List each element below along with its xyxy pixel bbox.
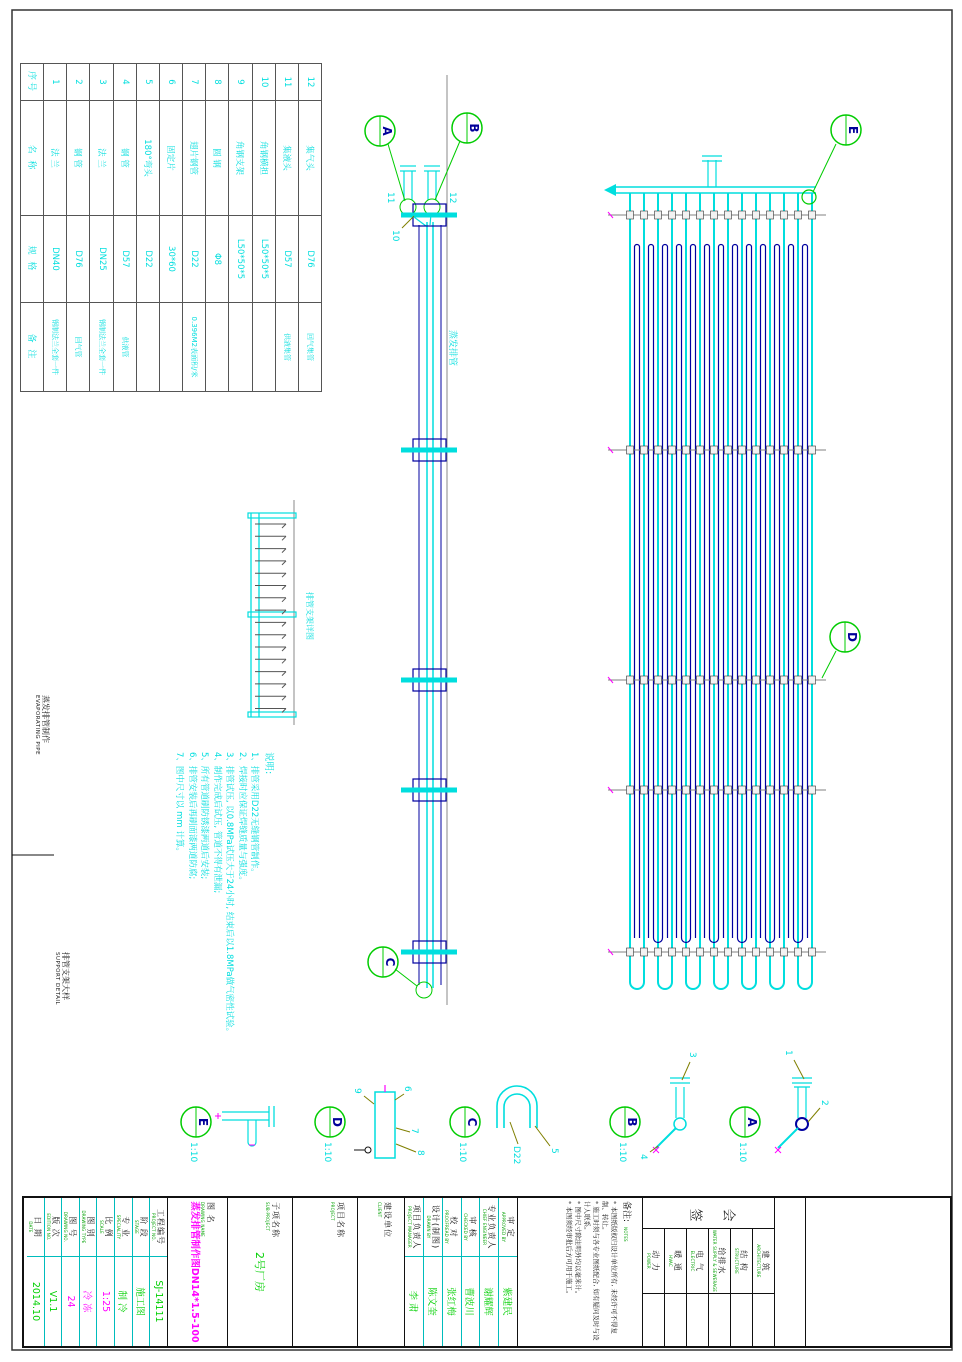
remark-line: * 施工时须与各专业图纸配合, 如有疑问及时与设计人联系。 xyxy=(583,1201,600,1341)
cosign-discipline: 电 气 xyxy=(695,1250,705,1272)
staff-row xyxy=(442,1198,461,1346)
drawing-name-label-en: DRAWING NAME xyxy=(200,1202,205,1237)
part-no: 4 xyxy=(114,64,136,101)
staff-role-en: APPROVED BY xyxy=(500,1211,506,1243)
remark-label: 备注: xyxy=(621,1201,631,1223)
notes-block xyxy=(173,752,274,1062)
detail-D xyxy=(315,1085,425,1162)
part-name: 钢 管 xyxy=(114,101,136,216)
pipe-support-bars xyxy=(401,204,457,963)
part-spec: Φ8 xyxy=(206,216,228,303)
detail-C-sketch xyxy=(497,1086,537,1128)
cosign-discipline-en: STRUCTURE xyxy=(734,1248,740,1274)
leader-7: 7 xyxy=(409,1128,419,1134)
leader-11: 11 xyxy=(385,192,395,204)
staff-name: 紫建民 xyxy=(501,1287,513,1316)
caption-en: EVAPORATING PIPE xyxy=(34,695,40,756)
staff-row xyxy=(423,1198,442,1346)
cosign-row xyxy=(643,1229,664,1346)
detail-D-sketch xyxy=(354,1085,395,1158)
part-no: 9 xyxy=(229,64,251,101)
callout-A-view xyxy=(365,116,405,204)
table-row xyxy=(252,64,275,391)
table-row xyxy=(113,64,136,391)
header-arrow xyxy=(604,184,616,196)
note-line: 3、排管试压, 以0.8MPa试压大于24小时, 结束后以1.8MPa做气密性试验。 xyxy=(224,752,235,1037)
col-header-remark: 备 注 xyxy=(25,333,36,361)
field-row xyxy=(114,1198,132,1346)
pipe-label: 蒸发排管 xyxy=(447,330,457,367)
field-row xyxy=(149,1198,167,1346)
detail-C xyxy=(450,1086,559,1164)
part-no: 6 xyxy=(160,64,182,101)
table-row xyxy=(159,64,182,391)
part-name: 固定片 xyxy=(160,101,182,216)
title-block xyxy=(22,1196,952,1348)
staff-role-en: PROOFREAD BY xyxy=(444,1210,450,1244)
field-row xyxy=(97,1198,115,1346)
part-name: 180°弯头 xyxy=(137,101,159,216)
part-no: 11 xyxy=(276,64,298,101)
field-row xyxy=(79,1198,97,1346)
part-name: 法 兰 xyxy=(44,101,66,216)
cosign-signature-cell xyxy=(709,1294,730,1346)
col-header-spec: 规 格 xyxy=(21,216,43,303)
part-remark xyxy=(137,303,159,391)
table-row xyxy=(298,64,321,391)
field-label: 阶 段 xyxy=(138,1216,148,1238)
title-block-empty-cell xyxy=(805,1198,950,1346)
field-value: V1.1 xyxy=(47,1290,59,1313)
note-line: 6、排管安装后再刷面漆两道防腐; xyxy=(187,752,197,880)
staff-row xyxy=(479,1198,498,1346)
part-remark: 钢制法兰全套一件 xyxy=(97,319,106,375)
field-value: 冷 冻 xyxy=(81,1290,93,1313)
leader-2: 2 xyxy=(819,1100,829,1106)
project-label-en: PROJECT xyxy=(330,1202,335,1221)
part-remark: 0.396M2表面积/米 xyxy=(190,316,199,378)
remark-line: * 本图须经审批后方可用于施工。 xyxy=(565,1201,573,1298)
staff-role-en: CHIEF ENGINEER xyxy=(482,1208,488,1246)
staff-row xyxy=(461,1198,480,1346)
field-label-en: SPECIALITY xyxy=(116,1214,122,1240)
note-line: 4、制作完成后试压, 管道不得有泄漏; xyxy=(212,752,222,894)
field-row xyxy=(132,1198,150,1346)
detail-B-scale: 1:10 xyxy=(617,1142,627,1163)
leader-1: 1 xyxy=(783,1050,793,1056)
part-remark: 回气集管 xyxy=(305,333,314,361)
part-name: 角钢横担 xyxy=(253,101,275,216)
cosign-row xyxy=(686,1229,708,1346)
part-remark: 供液管 xyxy=(120,336,129,358)
col-header-name: 名 称 xyxy=(21,101,43,216)
table-row xyxy=(136,64,159,391)
cosign-row xyxy=(752,1229,774,1346)
part-spec: 30*60 xyxy=(160,216,182,303)
staff-name: 张红梅 xyxy=(444,1287,456,1316)
staff-role-en: PROJECT MANAGER xyxy=(406,1206,412,1248)
client-label-en: CLIENT xyxy=(377,1202,382,1218)
staff-role: 审 定 xyxy=(505,1216,515,1238)
leader-10: 10 xyxy=(390,230,400,242)
client-label: 建设单位 xyxy=(383,1202,392,1238)
cosign-section xyxy=(642,1198,774,1346)
detail-E xyxy=(181,1106,274,1162)
note-line: 7、图中尺寸以 mm 计算。 xyxy=(174,752,185,856)
table-row xyxy=(182,64,205,391)
field-value: 2014.10 xyxy=(29,1281,41,1322)
detail-E-letter: E xyxy=(196,1117,210,1127)
table-row xyxy=(89,64,112,391)
part-remark xyxy=(160,303,182,391)
part-remark: 供液集管 xyxy=(282,333,291,361)
callout-C-view xyxy=(368,947,432,998)
staff-name: 谢耀辉 xyxy=(482,1287,494,1316)
field-label-en: PROJECT NO. xyxy=(151,1212,157,1241)
note-line: 1、排管采用D22无缝钢管制作。 xyxy=(249,752,260,877)
cosign-row xyxy=(664,1229,686,1346)
staff-row xyxy=(498,1198,517,1346)
field-label: 图 别 xyxy=(85,1216,95,1238)
col-header-no: 序号 xyxy=(21,64,43,101)
field-label: 日 期 xyxy=(33,1216,43,1238)
remark-label-en: NOTES xyxy=(623,1227,628,1242)
part-spec: D22 xyxy=(137,216,159,303)
view-caption-elevation xyxy=(32,695,50,755)
part-spec: D57 xyxy=(276,216,298,303)
table-header-row xyxy=(21,64,43,391)
supply-tee xyxy=(702,156,722,187)
staff-row xyxy=(405,1198,423,1346)
field-label: 比 例 xyxy=(103,1216,113,1238)
caption-cn: 蒸发排管制作 xyxy=(41,695,50,743)
detail-D-letter: D xyxy=(330,1117,344,1127)
part-no: 10 xyxy=(253,64,275,101)
drawing-name-value: 蒸发排管制作图DN14*1.5-100 xyxy=(189,1201,200,1343)
leader-3: 3 xyxy=(687,1052,697,1058)
part-remark: 回气管 xyxy=(74,336,83,358)
part-no: 3 xyxy=(90,64,112,101)
field-label: 工程编号 xyxy=(156,1209,166,1245)
part-remark xyxy=(253,303,275,391)
cosign-discipline-en: HVAC xyxy=(668,1255,674,1267)
cosign-discipline: 结 构 xyxy=(739,1250,749,1272)
subproject-label-en: SUB-PROJECT xyxy=(265,1202,270,1232)
coil-tubes xyxy=(630,193,812,989)
part-name: 集液头 xyxy=(276,101,298,216)
client-section xyxy=(357,1198,404,1346)
detail-C-letter: C xyxy=(465,1117,479,1127)
table-row xyxy=(228,64,251,391)
parts-table xyxy=(20,63,322,392)
leader-5: 5 xyxy=(549,1148,559,1154)
callout-B-letter: B xyxy=(467,123,481,133)
table-row xyxy=(43,64,66,391)
remark-section xyxy=(517,1198,642,1346)
project-label: 项目名称 xyxy=(336,1202,345,1238)
leader-9: 9 xyxy=(352,1088,362,1094)
cosign-title: 会 签 xyxy=(681,1205,736,1221)
leader-6: 6 xyxy=(402,1086,412,1092)
view-caption-support xyxy=(52,952,70,1005)
part-no: 12 xyxy=(299,64,321,101)
leader-8: 8 xyxy=(415,1150,425,1156)
table-row xyxy=(205,64,228,391)
drawing-name-label: 图 名 xyxy=(206,1202,215,1224)
part-spec: D22 xyxy=(183,216,205,303)
cosign-discipline-en: POWER xyxy=(646,1253,652,1269)
detail-A-letter: A xyxy=(745,1117,759,1127)
subproject-label: 子项名称 xyxy=(271,1202,280,1238)
remark-line: * 本图纸版权归设计单位所有, 未经许可不得复制、转让。 xyxy=(601,1201,618,1334)
field-value: 24 xyxy=(65,1295,77,1308)
part-name: 翅片钢管 xyxy=(183,101,205,216)
part-spec: D76 xyxy=(299,216,321,303)
detail-B-letter: B xyxy=(625,1117,639,1127)
bracket-detail-view xyxy=(248,500,315,725)
field-label-en: STAGE xyxy=(133,1220,139,1234)
staff-name: 李 肃 xyxy=(406,1290,418,1313)
part-name: 钢 管 xyxy=(67,101,89,216)
field-label: 版 次 xyxy=(50,1216,60,1238)
leader-d22: D22 xyxy=(511,1146,521,1165)
cosign-discipline: 建 筑 xyxy=(761,1250,771,1272)
staff-name: 陈文奎 xyxy=(425,1287,437,1316)
part-no: 2 xyxy=(67,64,89,101)
project-section xyxy=(292,1198,357,1346)
staff-role-en: CHECKED BY xyxy=(463,1213,469,1241)
part-no: 7 xyxy=(183,64,205,101)
part-remark xyxy=(229,303,251,391)
cosign-discipline-en: ELECTRIC xyxy=(690,1250,696,1272)
field-value: 施工图 xyxy=(134,1287,146,1316)
part-spec: DN25 xyxy=(90,216,112,303)
cosign-discipline-en: WATER SUPPLY & SEWERAGE xyxy=(712,1229,718,1293)
callout-A-letter: A xyxy=(380,126,394,136)
caption-en: SUPPORT DETAIL xyxy=(54,952,60,1006)
part-name: 圆 钢 xyxy=(206,101,228,216)
cosign-signature-cell xyxy=(753,1294,774,1346)
field-value: 1:25 xyxy=(100,1290,112,1313)
cosign-discipline-en: ARCHITECTURE xyxy=(756,1244,762,1278)
callout-D-view xyxy=(822,622,860,678)
part-spec: D57 xyxy=(114,216,136,303)
pipe-elevation-view xyxy=(365,75,482,1005)
cosign-signature-cell xyxy=(643,1294,664,1346)
cosign-discipline: 动 力 xyxy=(651,1250,661,1272)
part-name: 角钢支架 xyxy=(229,101,251,216)
field-row xyxy=(61,1198,79,1346)
coil-bank-view xyxy=(604,115,861,989)
cosign-signature-cell xyxy=(731,1294,752,1346)
callout-E-view xyxy=(802,115,861,204)
field-value: 制 冷 xyxy=(116,1290,128,1313)
leader-12: 12 xyxy=(447,192,457,204)
fields-section xyxy=(27,1198,167,1346)
subproject-value: 2号厂房 xyxy=(253,1252,266,1292)
detail-B xyxy=(610,1052,697,1162)
cosign-signature-cell xyxy=(665,1294,686,1346)
detail-E-sketch xyxy=(215,1106,274,1146)
part-name: 法 兰 xyxy=(90,101,112,216)
part-spec: DN40 xyxy=(44,216,66,303)
notes-title: 说明: xyxy=(263,752,274,775)
field-label-en: DRAWING NO. xyxy=(63,1211,69,1243)
cosign-signature-cell xyxy=(687,1294,708,1346)
callout-C-letter: C xyxy=(383,957,397,967)
field-row xyxy=(27,1198,44,1346)
title-block-empty-strip xyxy=(774,1198,805,1346)
staff-role: 专业负责人 xyxy=(487,1204,497,1250)
detail-A-sketch xyxy=(775,1078,812,1153)
remark-line: * 图中尺寸除注明外均以毫米计。 xyxy=(574,1201,582,1298)
part-no: 1 xyxy=(44,64,66,101)
detail-A xyxy=(730,1050,829,1162)
cosign-discipline: 给排水 xyxy=(717,1247,727,1275)
note-line: 2、焊接时应保证焊缝质量与强度。 xyxy=(237,752,247,885)
part-spec: D76 xyxy=(67,216,89,303)
staff-name: 曹波川 xyxy=(463,1287,475,1316)
staff-role: 校 对 xyxy=(449,1216,459,1238)
drawing-name-section xyxy=(167,1198,227,1346)
table-row xyxy=(66,64,89,391)
callout-E-letter: E xyxy=(846,125,860,135)
subproject-section xyxy=(227,1198,292,1346)
field-label-en: DRAWING TYPE xyxy=(80,1210,86,1244)
table-row xyxy=(275,64,298,391)
field-label: 专 业 xyxy=(121,1216,131,1238)
bracket-label: 排管支架详图 xyxy=(305,592,314,640)
detail-A-scale: 1:10 xyxy=(737,1142,747,1163)
leader-4: 4 xyxy=(638,1154,648,1160)
field-label-en: DATE xyxy=(28,1221,34,1233)
part-spec: L50*50*5 xyxy=(253,216,275,303)
caption-cn: 排管支架大样 xyxy=(61,952,70,1000)
field-label-en: SCALE xyxy=(98,1220,104,1234)
detail-B-sketch xyxy=(653,1078,690,1153)
cosign-row xyxy=(730,1229,752,1346)
part-remark xyxy=(206,303,228,391)
field-value: SJ-14111 xyxy=(153,1280,165,1323)
cosign-row xyxy=(708,1229,730,1346)
cosign-discipline: 暖 通 xyxy=(673,1250,683,1272)
callout-D-letter: D xyxy=(845,632,859,642)
part-spec: L50*50*5 xyxy=(229,216,251,303)
staff-section xyxy=(404,1198,517,1346)
part-no: 5 xyxy=(137,64,159,101)
field-label: 图 号 xyxy=(68,1216,78,1238)
detail-C-scale: 1:10 xyxy=(457,1142,467,1163)
detail-D-scale: 1:10 xyxy=(322,1142,332,1163)
field-row xyxy=(44,1198,62,1346)
note-line: 5、所有管道刷防锈漆两道后安装; xyxy=(199,752,210,880)
callout-B-view xyxy=(435,113,482,200)
staff-role: 审 核 xyxy=(468,1216,478,1238)
part-name: 集气头 xyxy=(299,101,321,216)
part-no: 8 xyxy=(206,64,228,101)
field-label-en: EDITION NO. xyxy=(45,1213,51,1241)
staff-role-en: DRAWN BY xyxy=(425,1215,431,1239)
detail-E-scale: 1:10 xyxy=(188,1142,198,1163)
staff-role: 项目负责人 xyxy=(411,1204,421,1250)
part-remark: 钢制法兰全套一件 xyxy=(51,319,60,375)
staff-role: 设计(制图) xyxy=(430,1204,440,1250)
